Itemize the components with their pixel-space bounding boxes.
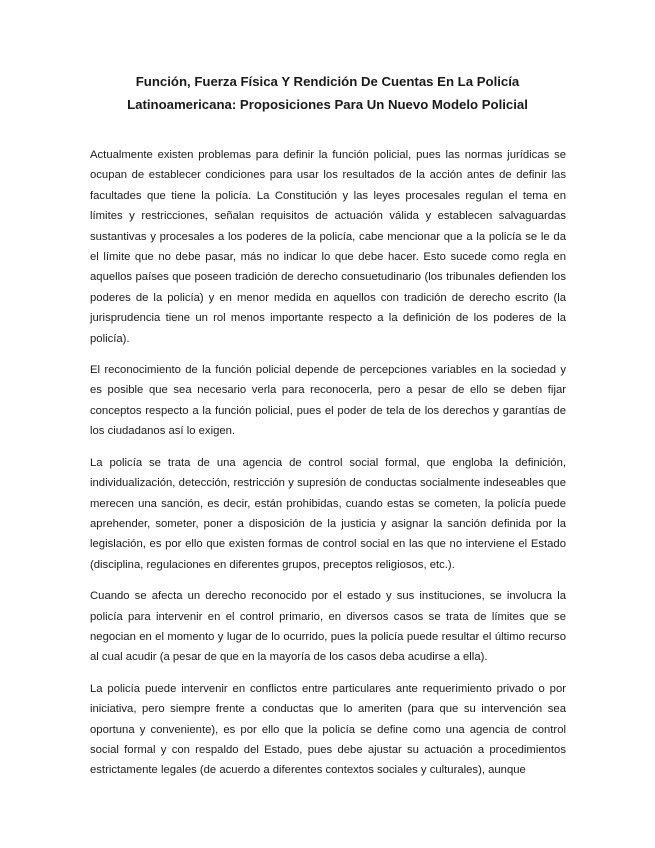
paragraph-2: El reconocimiento de la función policial depende de percepciones variables en la sociedad y es posible que sea necesario verla para reconocerla, pero a pesar de ello se deben fijar conceptos respecto a la función policial, pues el poder de tela de los derechos y garantías de los ciudadanos así lo exigen. [90, 364, 566, 438]
paragraph-3: La policía se trata de una agencia de control social formal, que engloba la definición, individualización, detección, restricción y supresión de conductas socialmente indeseables que merecen una sanción, es decir, están prohibidas, cuando estas se cometen, la policía puede aprehender, someter, poner a disposición de la justicia y asignar la sanción definida por la legislación, es por ello que existen formas de control social en las que no interviene el Estado (disciplina, regulaciones en diferentes grupos, preceptos religiosos, etc.). [90, 456, 566, 571]
title-line-1: Función, Fuerza Física Y Rendición De Cuentas En La Policía [135, 74, 520, 89]
document-body [90, 145, 566, 792]
paragraph-1: Actualmente existen problemas para definir la función policial, pues las normas jurídicas se ocupan de establecer condiciones para usar los resultados de la acción antes de definir las facultades que tiene la policía. La Constitución y las leyes procesales regulan el tema en límites y restricciones, señalan requisitos de actuación válida y establecen salvaguardas sustantivas y procesales a los poderes de la policía, cabe mencionar que a la policía se le da el límite que no debe pasar, más no indicar lo que debe hacer. Esto sucede como regla en aquellos países que poseen tradición de derecho consuetudinario (los tribunales defienden los poderes de la policía) y en menor medida en aquellos con tradición de derecho escrito (la jurisprudencia tiene un rol menos importante respecto a la definición de los poderes de la policía). [90, 149, 566, 345]
title-line-2: Latinoamericana: Proposiciones Para Un Nuevo Modelo Policial [127, 97, 528, 112]
paragraph-4: Cuando se afecta un derecho reconocido por el estado y sus instituciones, se involucra la policía para intervenir en el control primario, en diversos casos se trata de límites que se negocian en el momento y lugar de lo ocurrido, pues la policía puede resultar el último recurso al cual acudir (a pesar de que en la mayoría de los casos deba acudirse a ella). [90, 590, 566, 664]
paragraph-5: La policía puede intervenir en conflictos entre particulares ante requerimiento privado o por iniciativa, pero siempre frente a conductas que lo ameriten (para que su intervención sea oportuna y conveniente), es por ello que la policía se define como una agencia de control social formal y con respaldo del Estado, pues debe ajustar su actuación a procedimientos estrictamente legales (de acuerdo a diferentes contextos sociales y culturales), aunque [90, 682, 566, 777]
document-title [60, 70, 595, 116]
